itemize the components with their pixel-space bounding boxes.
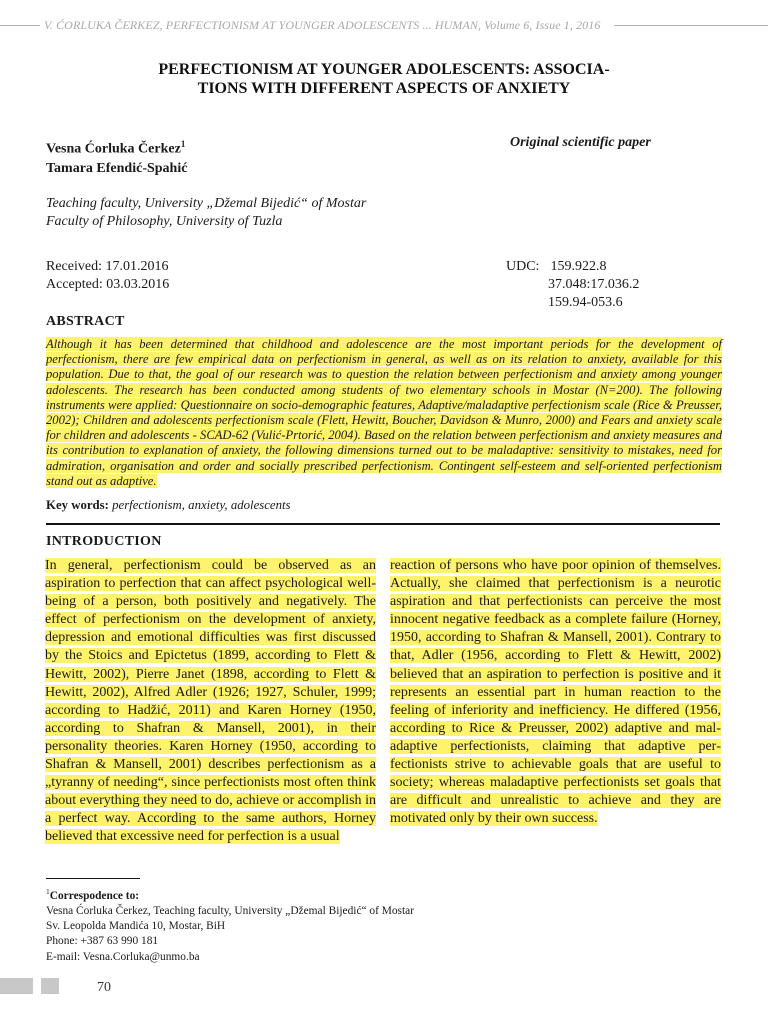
accepted-date: Accepted: 03.03.2016 [46, 277, 170, 292]
paper-title [60, 60, 708, 98]
introduction-left-column [45, 557, 376, 847]
abstract-heading: ABSTRACT [46, 314, 125, 329]
footnote-line: E-mail: Vesna.Corluka@unmo.ba [46, 950, 200, 963]
page-mark [0, 978, 33, 994]
footnote-title: Correspodence to: [49, 889, 140, 902]
footnote-divider [46, 878, 140, 879]
abstract-text [46, 337, 722, 489]
udc-code: 159.922.8 [550, 259, 607, 274]
introduction-right-column [390, 557, 721, 828]
introduction-heading: INTRODUCTION [46, 534, 162, 549]
submission-dates [46, 258, 169, 294]
page-number: 70 [97, 980, 111, 995]
affiliation: Faculty of Philosophy, University of Tuzla [46, 214, 283, 229]
header-rule-right [614, 25, 768, 26]
keywords-text: perfectionism, anxiety, adolescents [112, 498, 291, 512]
affiliations [46, 195, 366, 231]
author: Tamara Efendić-Spahić [46, 160, 188, 176]
right-column-highlighted-text: reaction of persons who have poor opinion of themselves. Actually, she claimed that perfectionism is a neurotic aspiration and that perfectionists can perceive the most innocent negative feedback as a complete failure (Horney, 1950, according to Shafran & Mansell, 2001). Contrary to that, Adler (1956, according to Flett & Hewitt, 2002) believed that an aspiration to perfection is positive and it represents an essential part in human reaction to the feeling of inferiority and inefficiency. He differed (1956, according to Rice & Preusser, 2002) adaptive and maladaptive perfectionists, claiming that adaptive perfectionists strive to achievable goals that are useful to society; whereas maladaptive perfectionists set goals that are difficult and unrealistic to achieve and they are motivated only by their own success. [390, 558, 721, 827]
section-divider [46, 523, 720, 525]
header-rule-left [0, 25, 40, 26]
footnote-line: Vesna Ćorluka Čerkez, Teaching faculty, University „Džemal Bijedić“ of Mostar [46, 905, 415, 917]
abstract-highlighted-text: Although it has been determined that childhood and adolescence are the most important periods for the development of perfectionism, there are few empirical data on perfectionism in general, as well as on its relation to anxiety, available for this population. Due to that, the goal of our research was to question the relation between perfectionism and anxiety among younger adolescents. The research has been conducted among students of two elementary schools in Mostar (N=200). The following instruments were applied: Questionnaire on socio-demographic features, Adaptive/maladaptive perfectionism scale (Rice & Preusser, 2002); Children and adolescents perfectionism scale (Flett, Hewitt, Boucher, Davidson & Munro, 2000) and Fears and anxiety scale for children and adolescents - SCAD-62 (Vulić-Prtorić, 2004). Based on the relation between perfectionism and anxiety measures and its contribution to explanation of anxiety, the following dimensions turned out to be maladaptive: sensitivity to mistakes, need for admiration, organisation and order and socially prescribed perfectionism. Contingent self-esteem and self-oriented perfectionism stand out as adaptive. [46, 337, 722, 488]
udc-label: UDC: [506, 259, 540, 274]
received-date: Received: 17.01.2016 [46, 259, 169, 274]
paper-type: Original scientific paper [510, 135, 651, 150]
page-mark [41, 978, 59, 994]
correspondence-footnote [46, 884, 414, 965]
footnote-line: Phone: +387 63 990 181 [46, 935, 159, 948]
udc-code: 37.048:17.036.2 [548, 277, 640, 292]
running-header-text: V. ĆORLUKA ČERKEZ, PERFECTIONISM AT YOUNGER ADOLESCENTS ... HUMAN, Volume 6, Issue 1, 2016 [44, 18, 601, 32]
author: Vesna Ćorluka Čerkez$^1$ [46, 139, 186, 157]
udc-code: 159.94-053.6 [548, 295, 623, 310]
udc-codes [506, 258, 639, 312]
keywords-label: Key words: [46, 498, 109, 512]
left-column-highlighted-text: In general, perfectionism could be observed as an aspiration to perfection that can affect psychological well-being of a person, both positively and negatively. The effect of perfectionism on the development of anxiety, depression and emotional difficulties was first discussed by the Stoics and Epictetus (1899, according to Flett & Hewitt, 2002), Pierre Janet (1898, according to Flett & Hewitt, 2002), Alfred Adler (1926; 1927, Schuler, 1999; according to Hadžić, 2011) and Karen Horney (1950, according to Shafran & Mansell, 2001), in their personality theories. Karen Horney (1950, according to Shafran & Mansell, 2001) describes perfectionism as a „tyranny of needing“, since perfectionists most often think about everything they need to do, achieve or accomplish in a perfect way. According to the same authors, Horney believed that excessive need for perfection is a usual [45, 558, 376, 845]
footnote-marker: 1 [46, 887, 50, 896]
running-header [0, 16, 768, 36]
title-line-2: TIONS WITH DIFFERENT ASPECTS OF ANXIETY [197, 80, 571, 97]
footnote-line: Sv. Leopolda Mandića 10, Mostar, BiH [46, 920, 226, 933]
author-footnote-marker: 1 [180, 139, 186, 149]
author-list [46, 135, 187, 178]
keywords [46, 498, 291, 513]
affiliation: Teaching faculty, University „Džemal Bijedić“ of Mostar [46, 196, 367, 211]
title-line-1: PERFECTIONISM AT YOUNGER ADOLESCENTS: ASSOCIA- [158, 61, 610, 78]
